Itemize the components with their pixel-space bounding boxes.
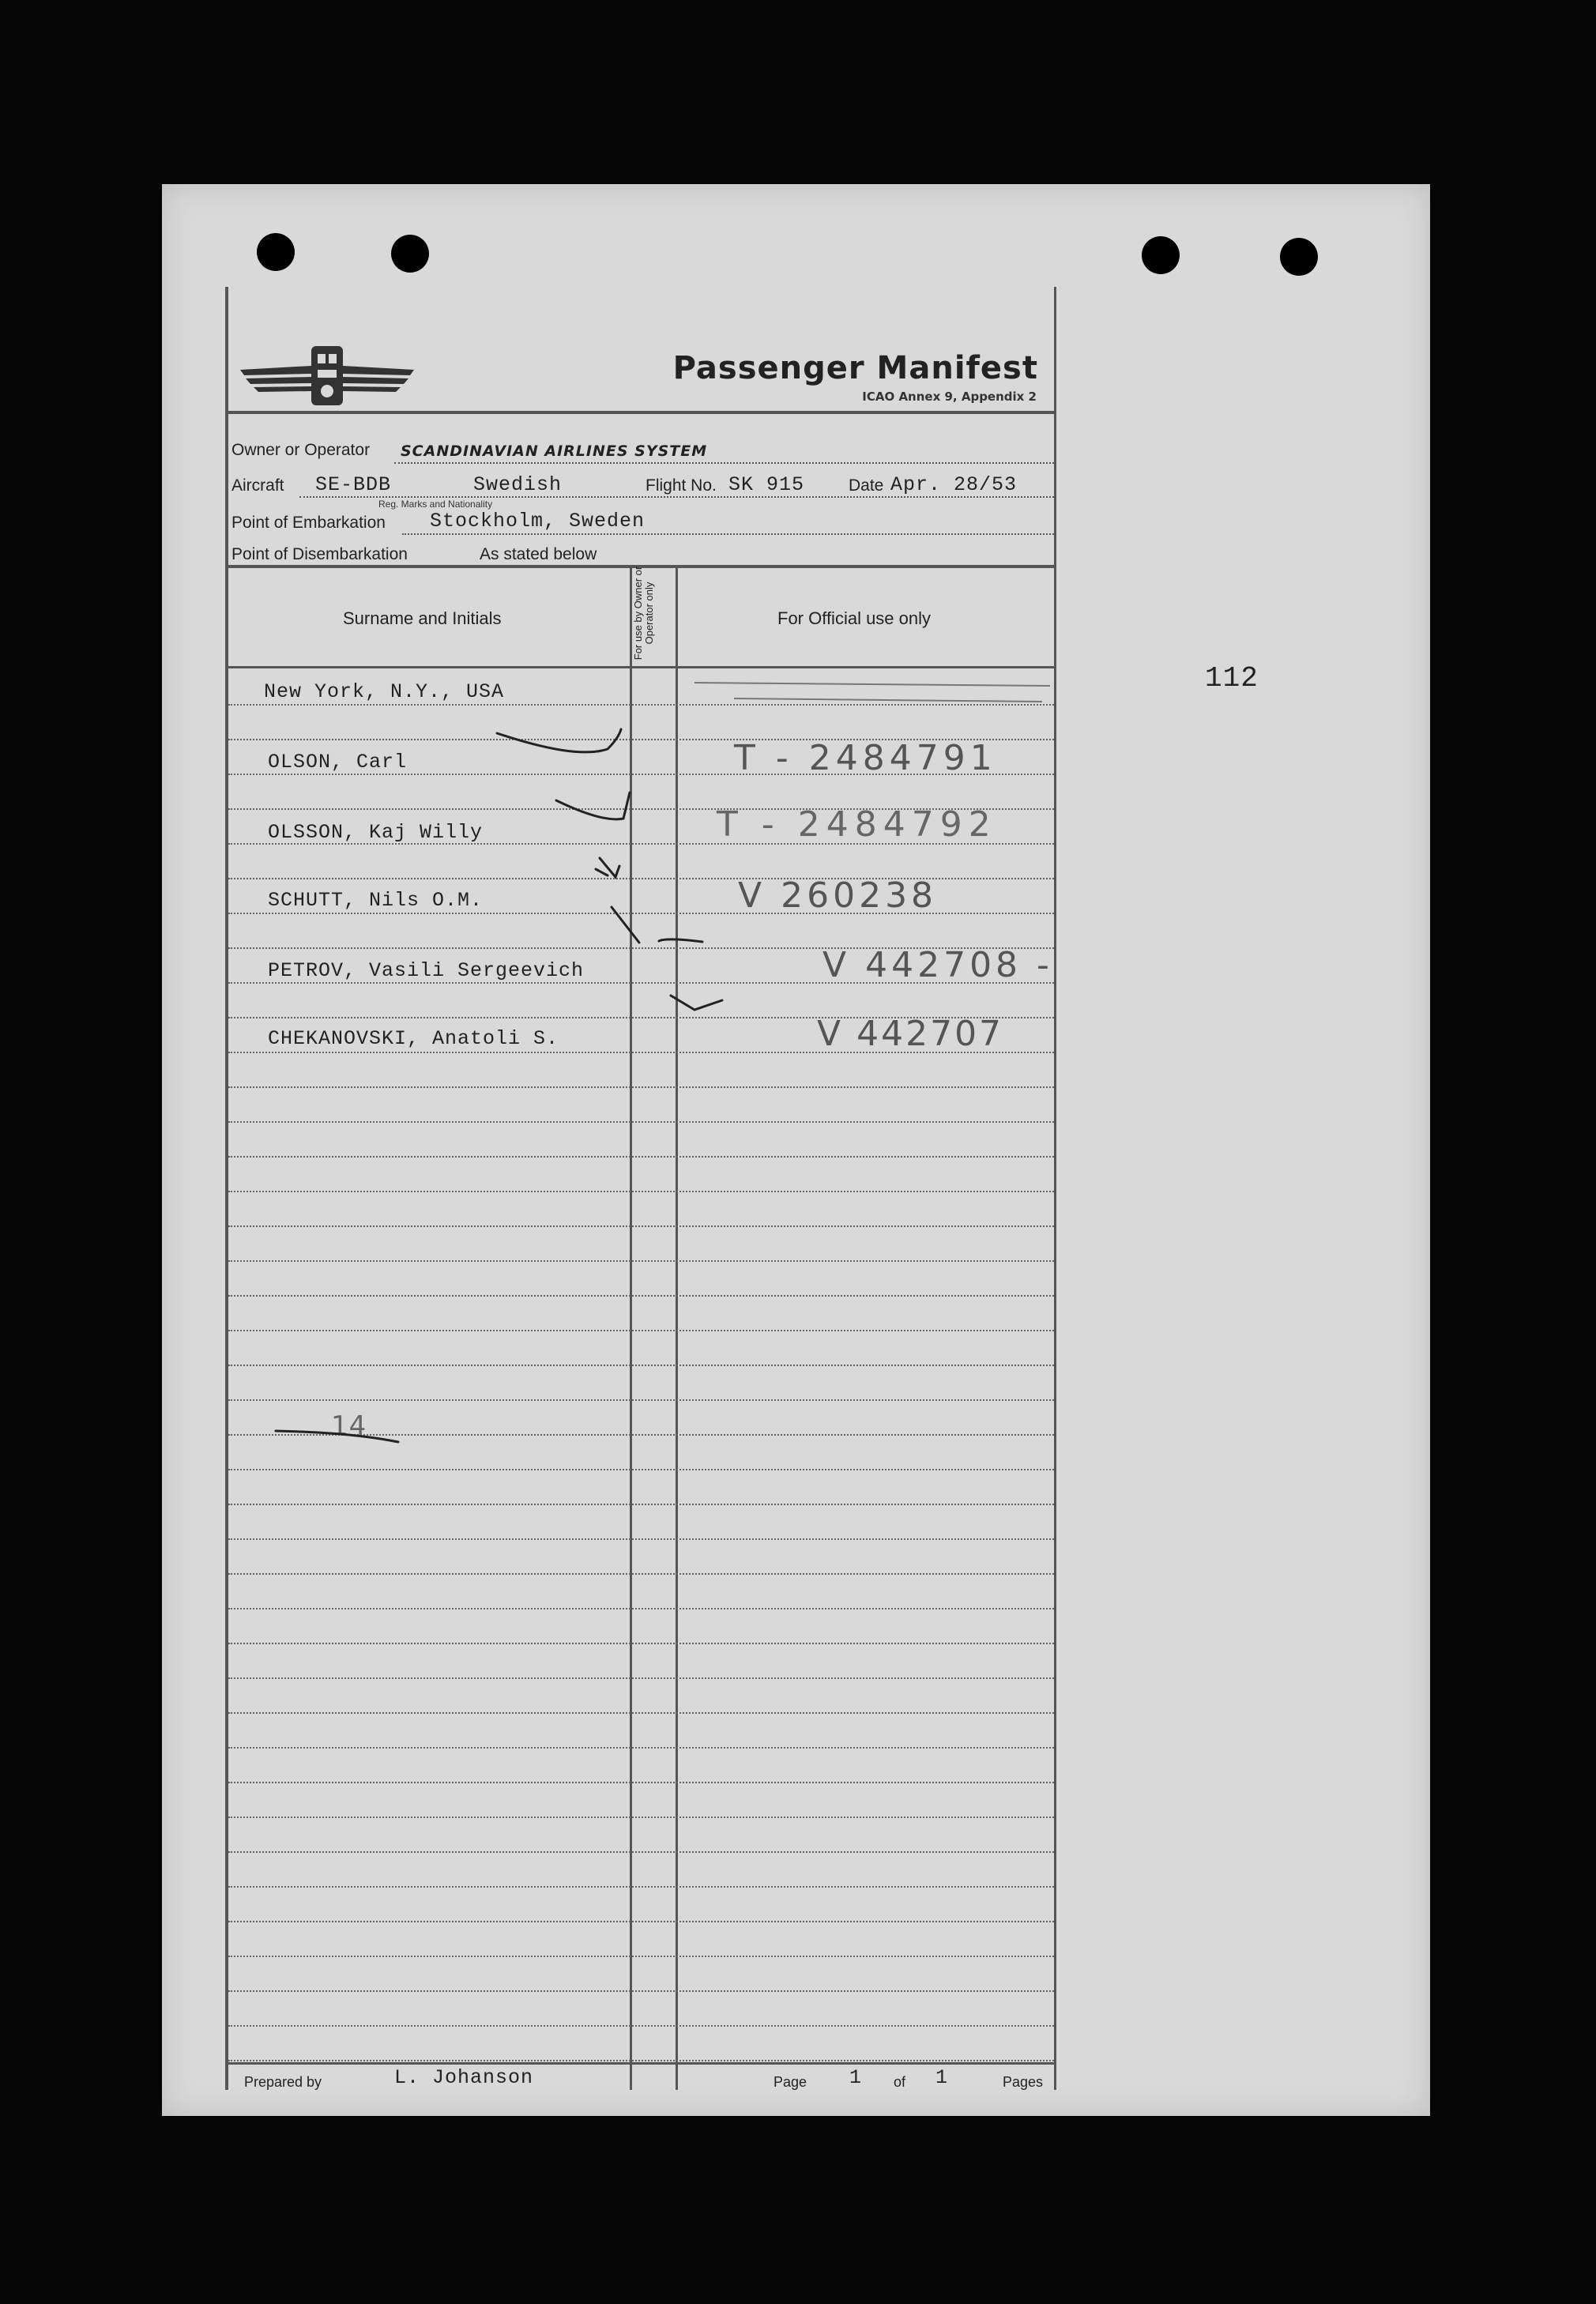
disembarkation-label: Point of Disembarkation [231, 545, 408, 563]
row-official: T - 2484791 [734, 738, 997, 778]
header-operator: For use by Owner or Operator only [632, 566, 655, 661]
form-subtitle: ICAO Annex 9, Appendix 2 [862, 390, 1037, 404]
flight-no-label: Flight No. [646, 476, 717, 495]
owner-value: SCANDINAVIAN AIRLINES SYSTEM [401, 442, 708, 460]
passenger-table [228, 567, 1054, 2090]
aircraft-dotline [299, 496, 1054, 498]
row-name: CHEKANOVSKI, Anatoli S. [268, 1027, 559, 1050]
handwritten-count: 14 [331, 1410, 367, 1442]
header-surname: Surname and Initials [343, 608, 502, 628]
flight-no-value: SK 915 [728, 473, 805, 496]
page-label: Page [774, 2074, 807, 2090]
row-official: V 442708 - [822, 945, 1053, 985]
pages-label: Pages [1003, 2074, 1044, 2090]
owner-label: Owner or Operator [231, 441, 371, 459]
header-official: For Official use only [777, 608, 932, 628]
aircraft-reg-value: SE-BDB [315, 473, 392, 496]
owner-dotline [394, 462, 1054, 464]
prepared-by-label: Prepared by [244, 2074, 322, 2090]
row-name: SCHUTT, Nils O.M. [268, 889, 484, 912]
row-official: T - 2484792 [717, 804, 997, 845]
prepared-by-value: L. Johanson [394, 2066, 534, 2089]
date-value: Apr. 28/53 [890, 473, 1018, 496]
manifest-form [225, 287, 1056, 2090]
form-title: Passenger Manifest [672, 350, 1038, 386]
disembarkation-value: As stated below [480, 545, 597, 563]
punch-hole [1142, 236, 1180, 274]
aircraft-label: Aircraft [231, 476, 284, 495]
embarkation-label: Point of Embarkation [231, 514, 386, 532]
airline-wings-logo-icon [236, 334, 418, 413]
check-mark-icon [228, 567, 1054, 2069]
embarkation-value: Stockholm, Sweden [430, 510, 646, 533]
row-name: OLSON, Carl [268, 751, 408, 774]
row-official: V 442707 [817, 1014, 1004, 1054]
row-official: V 260238 [738, 875, 938, 916]
date-label: Date [849, 476, 884, 495]
punch-hole [1280, 238, 1318, 276]
reg-marks-label: Reg. Marks and Nationality [378, 499, 493, 510]
row-name: PETROV, Vasili Sergeevich [268, 959, 585, 982]
pages-total-value: 1 [935, 2066, 949, 2089]
embarkation-dotline [402, 533, 1054, 535]
row-name: OLSSON, Kaj Willy [268, 821, 484, 844]
header-rule [228, 411, 1054, 414]
page-number: 112 [1205, 662, 1259, 695]
manifest-sheet [162, 184, 1430, 2116]
nationality-value: Swedish [473, 473, 563, 496]
row-name: New York, N.Y., USA [264, 680, 505, 703]
table-bottom-rule [228, 2062, 1054, 2065]
page-value: 1 [849, 2066, 863, 2089]
of-label: of [894, 2074, 906, 2090]
punch-hole [257, 233, 295, 271]
punch-hole [391, 235, 429, 273]
